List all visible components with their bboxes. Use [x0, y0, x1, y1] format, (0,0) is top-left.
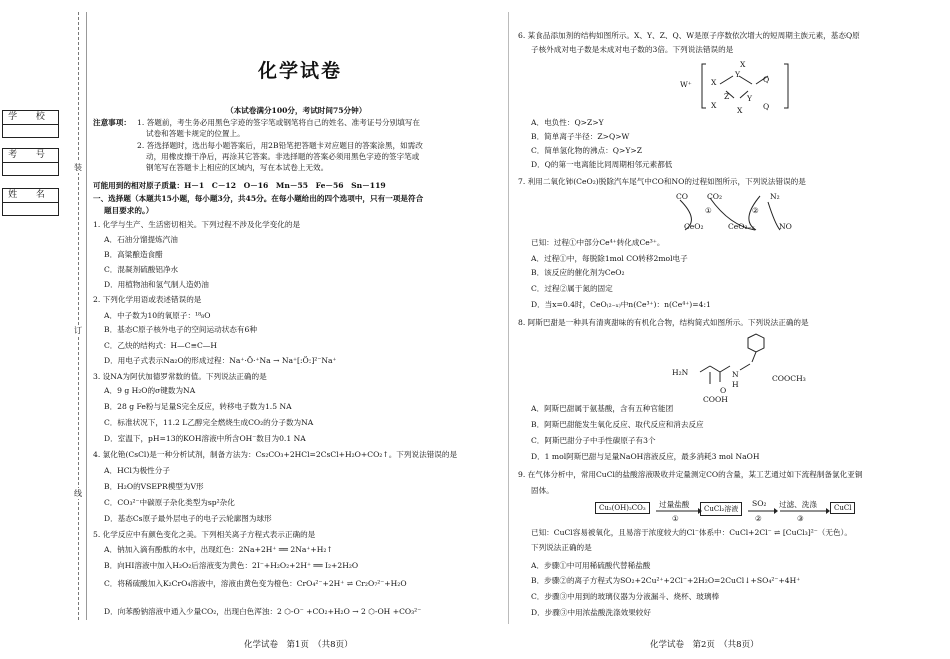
- q6-bond-2: [739, 76, 752, 84]
- bind-mark-1: 装: [74, 163, 82, 172]
- q7-option-b: B．该反应的催化剂为CeO₂: [531, 268, 625, 277]
- q5-option-c: C．将稀硫酸加入K₂CrO₄溶液中，溶液由黄色变为橙色：CrO₄²⁻+2H⁺ ⇌ Cr₂O₇²⁻+H₂O: [104, 579, 407, 588]
- atomic-masses: 可能用到的相对原子质量：H－1 C－12 O－16 Mn－55 Fe－56 Sn－119: [93, 181, 386, 190]
- name-label: 姓 名: [3, 189, 58, 203]
- q7-label-ceo2x: CeO₂₋ₓ: [728, 222, 755, 231]
- cut-line: [78, 12, 79, 620]
- q8-option-d: D．1 mol阿斯巴甜与足量NaOH溶液反应，最多消耗3 mol NaOH: [531, 452, 760, 461]
- section-heading-2: 题目要求的。）: [104, 206, 154, 215]
- flow-arrow-label-2: SO₂: [752, 499, 767, 508]
- notice-line-2: 试卷和答题卡规定的位置上。: [146, 129, 245, 138]
- q6-bracket-left: [702, 64, 706, 108]
- margin-line: [86, 12, 87, 620]
- q6-option-a: A．电负性：Q>Z>Y: [531, 118, 604, 127]
- q2-option-b: B．基态C原子核外电子的空间运动状态有6种: [104, 325, 257, 334]
- q3-option-c: C．标准状况下，11.2 L乙醇完全燃烧生成CO₂的分子数为NA: [104, 418, 314, 427]
- q6-label-q1: Q: [763, 75, 770, 84]
- q1-stem: 1. 化学与生产、生活密切相关。下列过程不涉及化学变化的是: [93, 220, 301, 229]
- binding-strip: [0, 0, 86, 640]
- q9-option-d: D．步骤③中用浓盐酸洗涤效果较好: [531, 608, 651, 617]
- q8-bond-ring: [752, 352, 756, 362]
- bind-mark-2: 订: [74, 326, 82, 335]
- q7-stem: 7. 利用二氧化铈(CeO₂)脱除汽车尾气中CO和NO的过程如图所示，下列说法错误的是: [518, 177, 806, 186]
- q8-bond-4: [720, 366, 730, 372]
- q8-option-b: B．阿斯巴甜能发生氧化反应、取代反应和消去反应: [531, 420, 704, 429]
- q6-label-y2: Y: [747, 94, 753, 103]
- q7-label-co: CO: [676, 192, 689, 201]
- q1-option-b: B．高粱酿造食醋: [104, 250, 163, 259]
- page-title: 化学试卷: [258, 60, 343, 82]
- q8-bond-5: [740, 364, 750, 370]
- q7-option-d: D．当x=0.4时，CeO₍₂₋ₓ₎中n(Ce³⁺)：n(Ce⁴⁺)=4:1: [531, 300, 711, 309]
- q6-bond-1: [720, 76, 733, 84]
- q4-option-c: C．CO₃²⁻中碳原子杂化类型为sp²杂化: [104, 498, 235, 507]
- q6-option-c: C．简单氢化物的沸点：Q>Y>Z: [531, 146, 642, 155]
- exam-number-box: [2, 148, 59, 176]
- flow-step-3: ③: [797, 514, 804, 523]
- q6-label-y1: Y: [735, 70, 741, 79]
- flow-step-2: ②: [755, 514, 762, 523]
- q3-option-d: D．室温下，pH=13的KOH溶液中所含OH⁻数目为0.1 NA: [104, 434, 306, 443]
- q7-label-ceo2: CeO₂: [684, 222, 704, 231]
- page-divider: [508, 12, 509, 624]
- q9-stem-2: 固体。: [531, 486, 554, 495]
- q8-label-cooh: COOH: [703, 395, 728, 404]
- q6-label-x2: X: [740, 60, 746, 69]
- q8-label-n: N: [732, 370, 739, 379]
- notice-line-3: 2. 答选择题时，选出每小题答案后，用2B铅笔把答题卡对应题目的答案涂黑，如需改: [137, 141, 423, 150]
- q2-option-d: D．用电子式表示Na₂O的形成过程：Na⁺·Ö·⁺Na → Na⁺[:Ö:]²⁻Na⁺: [104, 356, 337, 365]
- q2-option-a: A．中子数为10的氧原子：¹⁸₈O: [104, 311, 211, 320]
- q8-benzene-ring: [748, 334, 764, 352]
- q5-option-d: D．向苯酚钠溶液中通入少量CO₂，出现白色浑浊：2 ⬡-O⁻ +CO₂+H₂O → 2 ⬡-OH +CO₃²⁻: [104, 607, 422, 616]
- q6-label-q2: Q: [763, 102, 770, 111]
- flow-arrow-label-3: 过滤、洗涤: [779, 500, 817, 509]
- bind-mark-3: 线: [74, 489, 82, 498]
- q4-option-b: B．H₂O的VSEPR模型为V形: [104, 482, 204, 491]
- q8-label-h2n: H₂N: [672, 368, 689, 377]
- q6-label-x3: X: [737, 106, 743, 115]
- q6-option-d: D．Q的第一电离能比同周期相邻元素都低: [531, 160, 673, 169]
- flow-box-3: CuCl: [830, 502, 855, 514]
- q4-option-d: D．基态Cs原子最外层电子的电子云轮廓图为球形: [104, 514, 272, 523]
- name-box: [2, 188, 59, 216]
- exam-meta: （本试卷满分100分，考试时间75分钟）: [226, 106, 367, 115]
- q1-option-a: A．石油分馏提炼汽油: [104, 235, 178, 244]
- q4-option-a: A．HCl为极性分子: [104, 466, 170, 475]
- q9-extra-2: 下列说法正确的是: [531, 543, 592, 552]
- flow-arrowhead-2: [774, 508, 778, 514]
- q8-option-a: A．阿斯巴甜属于氨基酸，含有五种官能团: [531, 404, 674, 413]
- flow-arrow-label-1: 过量盐酸: [659, 500, 690, 509]
- q2-stem: 2. 下列化学用语或表述错误的是: [93, 295, 202, 304]
- q2-option-c: C．乙炔的结构式：H—C≡C—H: [104, 341, 217, 350]
- q6-label-w: W⁺: [680, 80, 692, 89]
- exam-number-label: 考 号: [3, 149, 58, 163]
- q1-option-c: C．混凝剂硫酸铝净水: [104, 265, 179, 274]
- q5-option-b: B．向HI溶液中加入H₂O₂后溶液变为黄色：2I⁻+H₂O₂+2H⁺ ══ I₂+2H₂O: [104, 561, 359, 570]
- q8-label-h: H: [732, 380, 739, 389]
- q3-option-b: B．28 g Fe粉与足量S完全反应，转移电子数为1.5 NA: [104, 402, 292, 411]
- notice-label: 注意事项：: [93, 118, 131, 127]
- q9-extra-1: 已知：CuCl容易被氧化，且易溶于浓度较大的Cl⁻体系中：CuCl+2Cl⁻ ⇌ [CuCl₃]²⁻（无色）。: [531, 528, 852, 537]
- q9-option-a: A．步骤①中可用稀硫酸代替稀盐酸: [531, 561, 651, 570]
- school-label: 学 校: [3, 111, 58, 125]
- q8-stem: 8. 阿斯巴甜是一种具有清爽甜味的有机化合物，结构简式如图所示。下列说法正确的是: [518, 318, 809, 327]
- q6-label-z: Z: [724, 92, 730, 101]
- notice-line-1: 1. 答题前，考生务必用黑色字迹的签字笔或钢笔将自己的姓名、准考证号分别填写在: [137, 118, 421, 127]
- footer-left: 化学试卷 第1页 （共8页）: [244, 640, 353, 650]
- q9-option-b: B．步骤②的离子方程式为SO₂+2Cu²⁺+2Cl⁻+2H₂O=2CuCl↓+SO₄²⁻+4H⁺: [531, 576, 801, 585]
- notice-line-4: 动，用橡皮擦干净后，再涂其它答案。非选择题的答案必须用黑色字迹的签字笔或: [146, 152, 420, 161]
- notice-line-5: 钢笔写在答题卡上相应的区域内，写在本试卷上无效。: [146, 163, 329, 172]
- q7-label-n2: N₂: [770, 192, 780, 201]
- q6-option-b: B．简单离子半径：Z>Q>W: [531, 132, 630, 141]
- q6-stem-2: 子核外成对电子数是未成对电子数的3倍。下列说法错误的是: [531, 45, 734, 54]
- q6-stem-1: 6. 某食品添加剂的结构如图所示。X、Y、Z、Q、W是原子序数依次增大的短周期主族元素，基态Q原: [518, 31, 860, 40]
- q7-label-step1: ①: [705, 206, 712, 215]
- q8-option-c: C．阿斯巴甜分子中手性碳原子有3个: [531, 436, 656, 445]
- flow-box-2: CuCl₂溶液: [700, 502, 742, 516]
- footer-right: 化学试卷 第2页 （共8页）: [650, 640, 759, 650]
- q7-extra: 已知：过程①中部分Ce⁴⁺转化成Ce³⁺。: [531, 238, 665, 247]
- q3-stem: 3. 设NA为阿伏加德罗常数的值。下列说法正确的是: [93, 372, 267, 381]
- q4-stem: 4. 氯化铯(CsCl)是一种分析试剂，制备方法为：Cs₂CO₃+2HCl=2CsCl+H₂O+CO₂↑。下列说法错误的是: [93, 450, 458, 459]
- q1-option-d: D．用植物油和氢气制人造奶油: [104, 280, 209, 289]
- q5-option-a: A．钠加入滴有酚酞的水中，出现红色：2Na+2H⁺ ══ 2Na⁺+H₂↑: [104, 545, 333, 554]
- q7-option-a: A．过程①中，每脱除1mol CO转移2mol电子: [531, 254, 688, 263]
- q9-option-c: C．步骤③中用到的玻璃仪器为分液漏斗、烧杯、玻璃棒: [531, 592, 720, 601]
- q8-bond-2: [710, 366, 720, 372]
- q7-label-step2: ②: [752, 206, 759, 215]
- flow-step-1: ①: [672, 514, 679, 523]
- q7-label-co2: CO₂: [707, 192, 723, 201]
- q8-bond-1: [700, 366, 710, 372]
- q8-label-cooch3: COOCH₃: [772, 374, 806, 383]
- q9-stem-1: 9. 在气体分析中，常用CuCl的盐酸溶液吸收并定量测定CO的含量，某工艺通过如下流程制备氯化亚铜: [518, 470, 863, 479]
- school-box: [2, 110, 59, 138]
- q6-label-x4: X: [711, 101, 717, 110]
- q6-label-x1: X: [711, 78, 717, 87]
- flow-box-1: Cu₂(OH)₂CO₃: [595, 502, 650, 514]
- q7-label-no: NO: [779, 222, 792, 231]
- q7-option-c: C．过程②属于氮的固定: [531, 284, 613, 293]
- q3-option-a: A．9 g H₂O的σ键数为NA: [104, 386, 196, 395]
- flow-arrowhead-3: [826, 508, 830, 514]
- q6-bracket-right: [784, 64, 788, 108]
- section-heading-1: 一、选择题（本题共15小题，每小题3分，共45分。在每小题给出的四个选项中，只有一项是符合: [93, 194, 424, 203]
- q5-stem: 5. 化学反应中有颜色变化之美。下列相关离子方程式表示正确的是: [93, 530, 316, 539]
- flow-arrowhead-1: [698, 508, 702, 514]
- q8-label-o: O: [720, 386, 727, 395]
